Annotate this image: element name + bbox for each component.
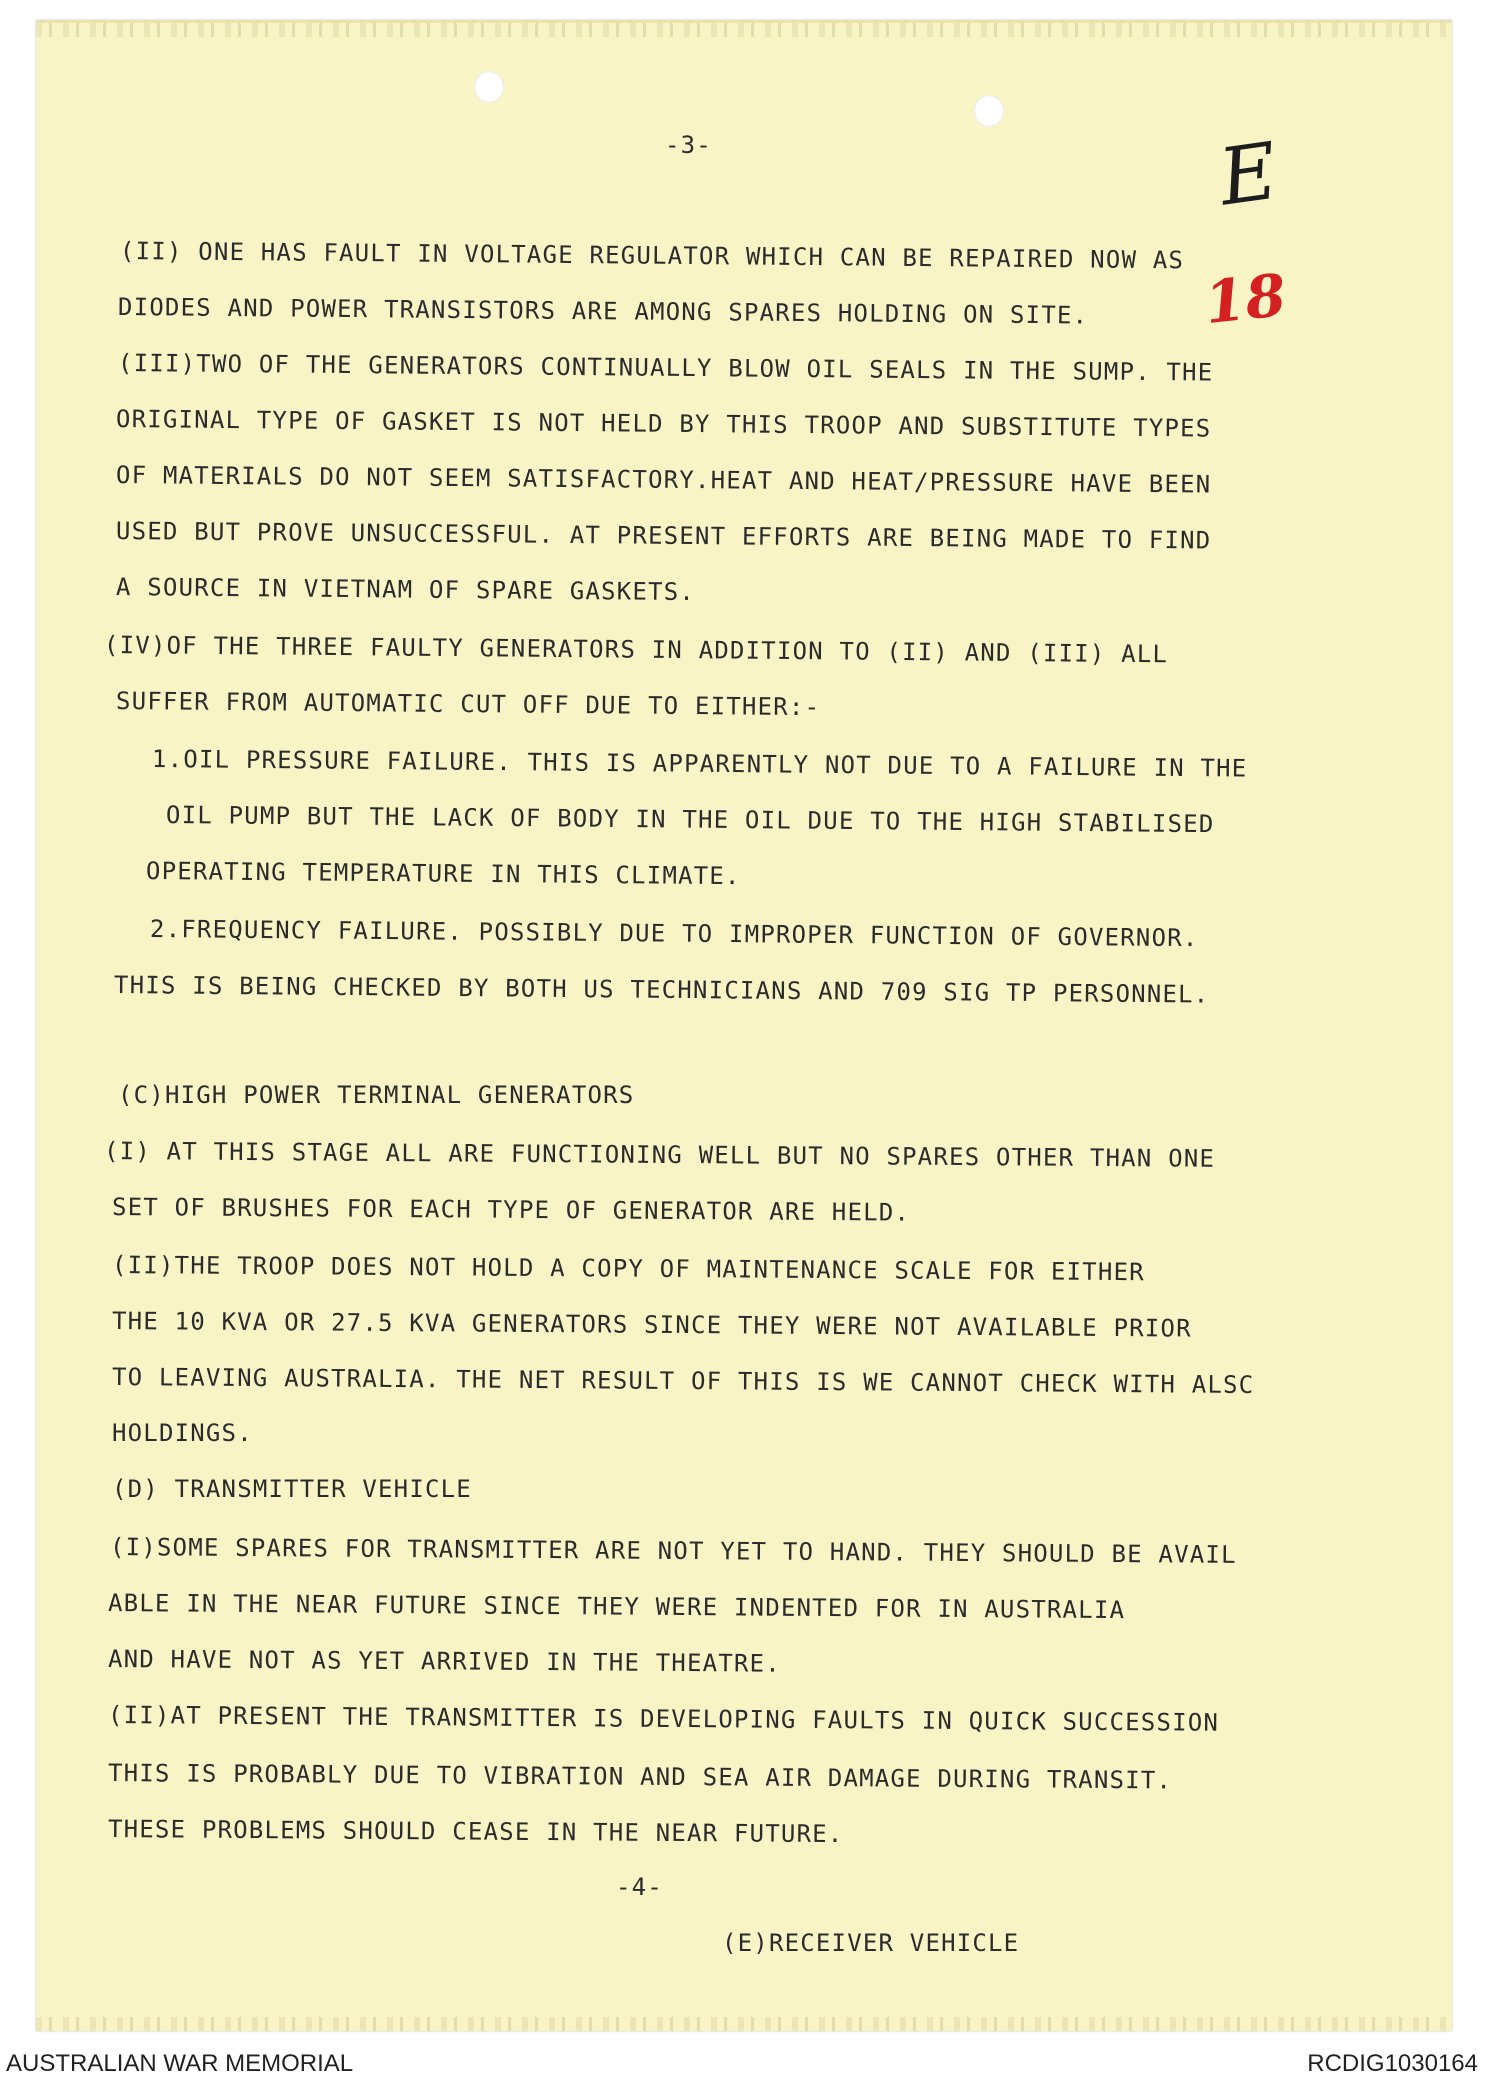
punch-hole (474, 71, 504, 103)
text-line: (III)TWO OF THE GENERATORS CONTINUALLY BLOW OIL SEALS IN THE SUMP. THE (117, 349, 1214, 387)
text-line: THIS IS BEING CHECKED BY BOTH US TECHNICIANS AND 709 SIG TP PERSONNEL. (113, 971, 1210, 1009)
next-page-number: -4- (616, 1873, 663, 1901)
text-line: HOLDINGS. (112, 1419, 253, 1447)
text-line: AND HAVE NOT AS YET ARRIVED IN THE THEATRE. (107, 1645, 782, 1678)
next-section-heading: (E)RECEIVER VEHICLE (722, 1929, 1020, 1957)
text-line: DIODES AND POWER TRANSISTORS ARE AMONG SPARES HOLDING ON SITE. (117, 293, 1089, 330)
text-line: (IV)OF THE THREE FAULTY GENERATORS IN ADDITION TO (II) AND (III) ALL (103, 631, 1169, 669)
torn-bottom-edge (36, 2017, 1452, 2031)
text-line: 2.FREQUENCY FAILURE. POSSIBLY DUE TO IMPROPER FUNCTION OF GOVERNOR. (149, 915, 1199, 953)
text-line: (I) AT THIS STAGE ALL ARE FUNCTIONING WELL BUT NO SPARES OTHER THAN ONE (103, 1137, 1216, 1173)
page-number: -3- (665, 131, 712, 159)
text-line: TO LEAVING AUSTRALIA. THE NET RESULT OF THIS IS WE CANNOT CHECK WITH ALSC (111, 1363, 1255, 1399)
text-line: THESE PROBLEMS SHOULD CEASE IN THE NEAR FUTURE. (107, 1815, 844, 1849)
text-line: THE 10 KVA OR 27.5 KVA GENERATORS SINCE THEY WERE NOT AVAILABLE PRIOR (111, 1307, 1192, 1343)
torn-top-edge (36, 23, 1452, 37)
text-line: USED BUT PROVE UNSUCCESSFUL. AT PRESENT EFFORTS ARE BEING MADE TO FIND (115, 517, 1212, 555)
footer-source: AUSTRALIAN WAR MEMORIAL (6, 2050, 354, 2077)
text-line: ABLE IN THE NEAR FUTURE SINCE THEY WERE INDENTED FOR IN AUSTRALIA (107, 1589, 1126, 1625)
section-heading: (C)HIGH POWER TERMINAL GENERATORS (118, 1081, 635, 1109)
text-line: (II)AT PRESENT THE TRANSMITTER IS DEVELOPING FAULTS IN QUICK SUCCESSION (107, 1701, 1220, 1737)
text-line: SET OF BRUSHES FOR EACH TYPE OF GENERATOR ARE HELD. (111, 1193, 911, 1227)
handwritten-letter-annotation: E (1214, 126, 1283, 224)
footer-record-id: RCDIG1030164 (1307, 2050, 1478, 2077)
text-line: 1.OIL PRESSURE FAILURE. THIS IS APPARENTLY NOT DUE TO A FAILURE IN THE (151, 745, 1248, 783)
text-line: (II) ONE HAS FAULT IN VOLTAGE REGULATOR WHICH CAN BE REPAIRED NOW AS (119, 237, 1185, 275)
punch-hole (974, 95, 1004, 127)
handwritten-folio-number: 18 (1201, 260, 1290, 338)
text-line: OPERATING TEMPERATURE IN THIS CLIMATE. (145, 857, 741, 891)
text-line: OIL PUMP BUT THE LACK OF BODY IN THE OIL DUE TO THE HIGH STABILISED (165, 801, 1215, 839)
text-line: OF MATERIALS DO NOT SEEM SATISFACTORY.HEAT AND HEAT/PRESSURE HAVE BEEN (115, 461, 1212, 499)
text-line: THIS IS PROBABLY DUE TO VIBRATION AND SEA AIR DAMAGE DURING TRANSIT. (107, 1759, 1173, 1795)
text-line: (I)SOME SPARES FOR TRANSMITTER ARE NOT YET TO HAND. THEY SHOULD BE AVAIL (109, 1533, 1237, 1569)
text-line: ORIGINAL TYPE OF GASKET IS NOT HELD BY THIS TROOP AND SUBSTITUTE TYPES (115, 405, 1212, 443)
text-line: SUFFER FROM AUTOMATIC CUT OFF DUE TO EITHER:- (115, 687, 821, 722)
text-line: A SOURCE IN VIETNAM OF SPARE GASKETS. (115, 573, 696, 607)
text-line: (II)THE TROOP DOES NOT HOLD A COPY OF MAINTENANCE SCALE FOR EITHER (111, 1251, 1145, 1287)
section-heading: (D) TRANSMITTER VEHICLE (112, 1475, 472, 1503)
